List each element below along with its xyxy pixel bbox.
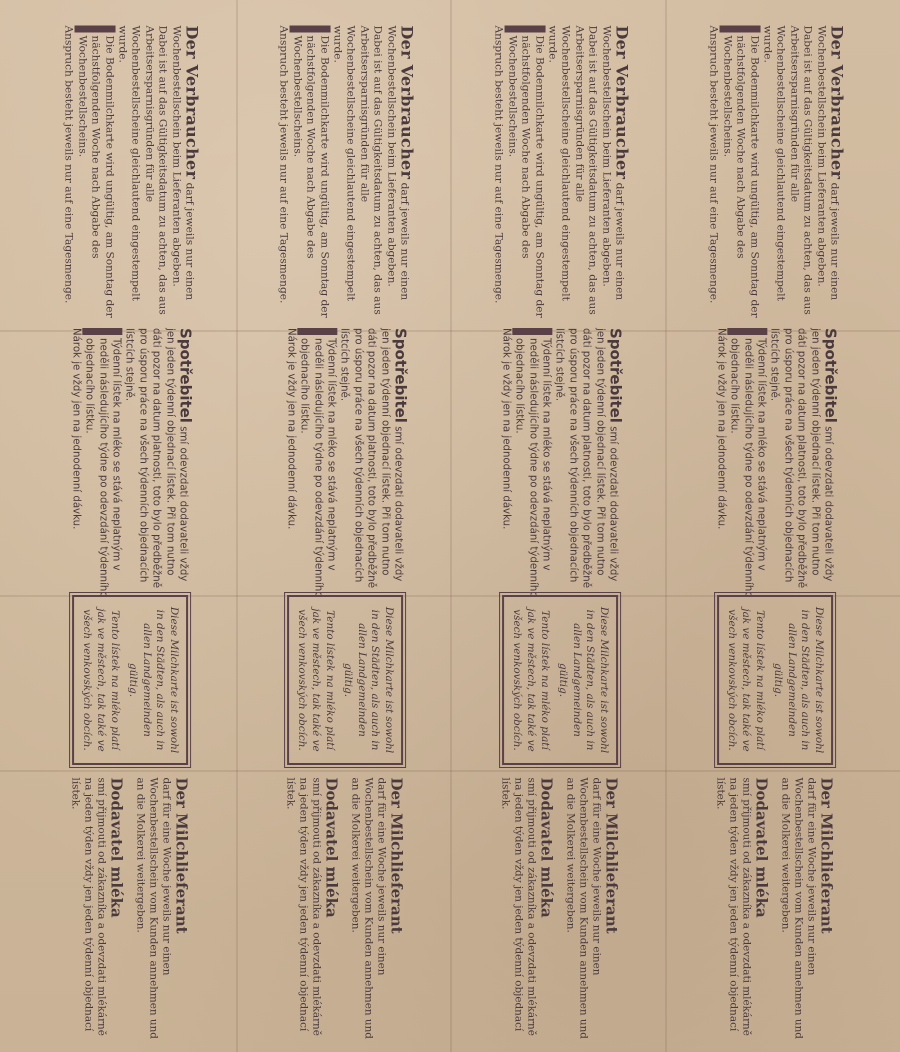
- stamp-de-text: Diese Milchkarte ist sowohl in den Städten, als auch in allen Landgemeinden gültig.: [557, 606, 611, 754]
- consumer-cz-block: [455, 327, 665, 598]
- consumer-de-text: darf jeweils nur einen Wochenbestellschein beim Lieferanten abgeben. Dabei ist auf das Gültigkeitsdatum zu achten, das aus Arbeitsersparnisgründen für alle Wochenbestellscheine gleichlautend eingestempelt wurde.: [761, 25, 841, 315]
- stamp-cz-text: Tento lístek na mléko platí jak ve městech, tak také ve všech venkovských obcích.: [726, 608, 766, 752]
- consumer-cz-text: smí odevzdati dodavateli vždy jen jeden týdenní objednací lístek. Při tom nutno dáti pozor na datum platnosti, toto bylo předběžně pro úsporu práce na všech týdenních objednacích lístcích stejně.: [768, 327, 834, 588]
- consumer-cz-title: Spotřebitel: [391, 327, 410, 423]
- supplier-de-title: Der Milchlieferant: [172, 777, 191, 934]
- consumer-de-text: darf jeweils nur einen Wochenbestellschein beim Lieferanten abgeben. Dabei ist auf das Gültigkeitsdatum zu achten, das aus Arbeitsersparnisgründen für alle Wochenbestellscheine gleichlautend eingestempelt wurde.: [546, 25, 626, 315]
- consumer-cz-title: Spotřebitel: [821, 327, 840, 423]
- consumer-cz-title: Spotřebitel: [606, 327, 625, 423]
- consumer-cz-block: [240, 327, 450, 598]
- consumer-de-claim-text: Anspruch besteht jeweils nur auf eine Tagesmenge.: [707, 25, 720, 303]
- consumer-de-claim-text: Anspruch besteht jeweils nur auf eine Tagesmenge.: [62, 25, 75, 303]
- stamp-cz-text: Tento lístek na mléko platí jak ve městech, tak také ve všech venkovských obcích.: [81, 608, 121, 752]
- consumer-de-text: darf jeweils nur einen Wochenbestellschein beim Lieferanten abgeben. Dabei ist auf das Gültigkeitsdatum zu achten, das aus Arbeitsersparnisgründen für alle Wochenbestellscheine gleichlautend eingestempelt wurde.: [331, 25, 411, 315]
- consumer-cz-text: smí odevzdati dodavateli vždy jen jeden týdenní objednací lístek. Při tom nutno dáti pozor na datum platnosti, toto bylo předběžně pro úsporu práce na všech týdenních objednacích lístcích stejně.: [123, 327, 189, 588]
- supplier-de-text: darf für eine Woche jeweils nur einen Wochenbestellschein vom Kunden annehmen und an die Molkerei weitergeben.: [134, 777, 173, 1039]
- fold-line: [450, 0, 452, 1052]
- consumer-de-title: Der Verbraucher: [397, 25, 417, 179]
- consumer-cz-block: [25, 327, 235, 598]
- consumer-cz-validity-text: Týdenní lístek na mléko se stává neplatným v neděli následujícího týdne po odevzdání týdenního objednacího lístku.: [512, 328, 552, 598]
- consumer-cz-text: smí odevzdati dodavateli vždy jen jeden týdenní objednací lístek. Při tom nutno dáti pozor na datum platnosti, toto bylo předběžně pro úsporu práce na všech týdenních objednacích lístcích stejně.: [338, 327, 404, 588]
- supplier-cz-title: Dodavatel mléka: [753, 777, 771, 918]
- fold-line: [0, 770, 900, 772]
- supplier-de-title: Der Milchlieferant: [387, 777, 406, 934]
- consumer-cz-text: smí odevzdati dodavateli vždy jen jeden týdenní objednací lístek. Při tom nutno dáti pozor na datum platnosti, toto bylo předběžně pro úsporu práce na všech týdenních objednacích lístcích stejně.: [553, 327, 619, 588]
- consumer-cz-block: [670, 327, 880, 598]
- consumer-de-text: darf jeweils nur einen Wochenbestellschein beim Lieferanten abgeben. Dabei ist auf das Gültigkeitsdatum zu achten, das aus Arbeitsersparnisgründen für alle Wochenbestellscheine gleichlautend eingestempelt wurde.: [116, 25, 196, 315]
- consumer-cz-claim-text: Nárok je vždy jen na jednodenní dávku.: [500, 327, 512, 529]
- consumer-de-validity-text: Die Bodenmilchkarte wird ungültig, am Sonntag der nächstfolgenden Woche nach Abgabe des Wochenbestellscheins.: [505, 25, 545, 320]
- supplier-block: [240, 775, 450, 1045]
- consumer-de-title: Der Verbraucher: [827, 25, 847, 179]
- supplier-de-title: Der Milchlieferant: [602, 777, 621, 934]
- supplier-de-text: darf für eine Woche jeweils nur einen Wochenbestellschein vom Kunden annehmen und an die Molkerei weitergeben.: [779, 777, 818, 1039]
- consumer-cz-validity-text: Týdenní lístek na mléko se stává neplatným v neděli následujícího týdne po odevzdání týdenního objednacího lístku.: [297, 328, 337, 598]
- supplier-cz-text: smí přijmouti od zákazníka a odevzdati mlékárně na jeden týden vždy jen jeden týdenní objednací lístek.: [714, 777, 753, 1036]
- consumer-de-claim-text: Anspruch besteht jeweils nur auf eine Tagesmenge.: [277, 25, 290, 303]
- fold-line: [236, 0, 238, 1052]
- consumer-de-block: [25, 20, 235, 325]
- stamp-de-text: Diese Milchkarte ist sowohl in den Städten, als auch in allen Landgemeinden gültig.: [342, 606, 396, 754]
- consumer-cz-validity-text: Týdenní lístek na mléko se stává neplatným v neděli následujícího týdne po odevzdání týdenního objednacího lístku.: [727, 328, 767, 598]
- supplier-de-text: darf für eine Woche jeweils nur einen Wochenbestellschein vom Kunden annehmen und an die Molkerei weitergeben.: [349, 777, 388, 1039]
- consumer-de-claim-text: Anspruch besteht jeweils nur auf eine Tagesmenge.: [492, 25, 505, 303]
- supplier-cz-text: smí přijmouti od zákazníka a odevzdati mlékárně na jeden týden vždy jen jeden týdenní objednací lístek.: [499, 777, 538, 1036]
- validity-stamp-box: [265, 600, 425, 760]
- validity-stamp-box: [50, 600, 210, 760]
- consumer-de-block: [240, 20, 450, 325]
- validity-stamp-box: [480, 600, 640, 760]
- stamp-cz-text: Tento lístek na mléko platí jak ve městech, tak také ve všech venkovských obcích.: [296, 608, 336, 752]
- fold-line: [665, 0, 667, 1052]
- consumer-cz-claim-text: Nárok je vždy jen na jednodenní dávku.: [285, 327, 297, 529]
- supplier-de-title: Der Milchlieferant: [817, 777, 836, 934]
- supplier-de-text: darf für eine Woche jeweils nur einen Wochenbestellschein vom Kunden annehmen und an die Molkerei weitergeben.: [564, 777, 603, 1039]
- stamp-de-text: Diese Milchkarte ist sowohl in den Städten, als auch in allen Landgemeinden gültig.: [127, 606, 181, 754]
- consumer-cz-claim-text: Nárok je vždy jen na jednodenní dávku.: [70, 327, 82, 529]
- supplier-cz-text: smí přijmouti od zákazníka a odevzdati mlékárně na jeden týden vždy jen jeden týdenní objednací lístek.: [284, 777, 323, 1036]
- consumer-de-block: [670, 20, 880, 325]
- consumer-de-title: Der Verbraucher: [612, 25, 632, 179]
- supplier-cz-title: Dodavatel mléka: [538, 777, 556, 918]
- supplier-block: [455, 775, 665, 1045]
- consumer-de-validity-text: Die Bodenmilchkarte wird ungültig, am Sonntag der nächstfolgenden Woche nach Abgabe des Wochenbestellscheins.: [290, 25, 330, 320]
- consumer-cz-claim-text: Nárok je vždy jen na jednodenní dávku.: [715, 327, 727, 529]
- supplier-block: [25, 775, 235, 1045]
- consumer-de-validity-text: Die Bodenmilchkarte wird ungültig, am Sonntag der nächstfolgenden Woche nach Abgabe des Wochenbestellscheins.: [720, 25, 760, 320]
- consumer-de-block: [455, 20, 665, 325]
- supplier-block: [670, 775, 880, 1045]
- supplier-cz-title: Dodavatel mléka: [323, 777, 341, 918]
- supplier-cz-text: smí přijmouti od zákazníka a odevzdati mlékárně na jeden týden vždy jen jeden týdenní objednací lístek.: [69, 777, 108, 1036]
- consumer-de-validity-text: Die Bodenmilchkarte wird ungültig, am Sonntag der nächstfolgenden Woche nach Abgabe des Wochenbestellscheins.: [75, 25, 115, 320]
- validity-stamp-box: [695, 600, 855, 760]
- stamp-cz-text: Tento lístek na mléko platí jak ve městech, tak také ve všech venkovských obcích.: [511, 608, 551, 752]
- stamp-de-text: Diese Milchkarte ist sowohl in den Städten, als auch in allen Landgemeinden gültig.: [772, 606, 826, 754]
- consumer-cz-validity-text: Týdenní lístek na mléko se stává neplatným v neděli následujícího týdne po odevzdání týdenního objednacího lístku.: [82, 328, 122, 598]
- supplier-cz-title: Dodavatel mléka: [108, 777, 126, 918]
- consumer-de-title: Der Verbraucher: [182, 25, 202, 179]
- consumer-cz-title: Spotřebitel: [176, 327, 195, 423]
